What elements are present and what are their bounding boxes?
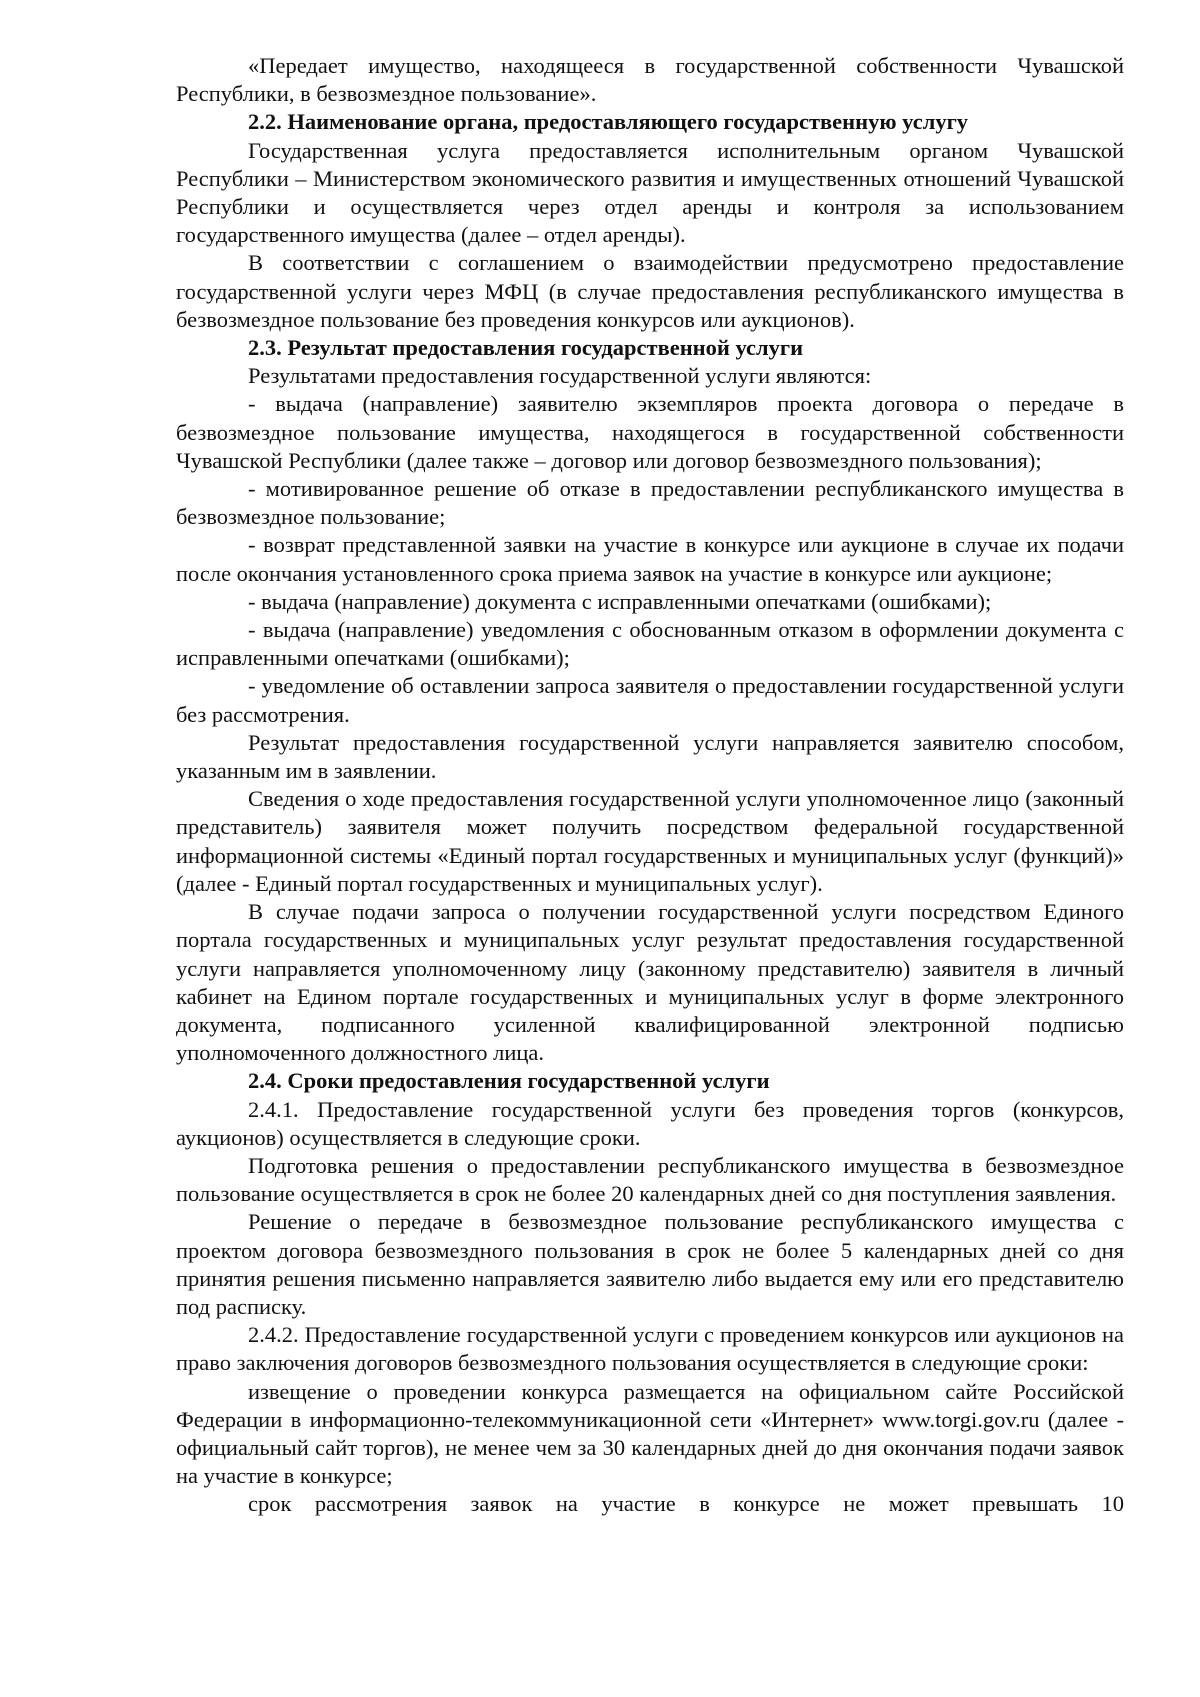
section-2-4-1-paragraph-2: Подготовка решения о предоставлении республиканского имущества в безвозмездное пользование осуществляется в срок не более 20 календарных дней со дня поступления заявления. (176, 1152, 1124, 1207)
section-2-3-heading: 2.3. Результат предоставления государственной услуги (248, 335, 804, 361)
result-item-2: - мотивированное решение об отказе в предоставлении республиканского имущества в безвозмездное пользование; (176, 476, 1124, 530)
result-item-6: - уведомление об оставлении запроса заявителя о предоставлении государственной услуги без рассмотрения. (176, 673, 1124, 727)
result-item-3: - возврат представленной заявки на участие в конкурсе или аукционе в случае их подачи после окончания установленного срока приема заявок на участие в конкурсе или аукционе; (176, 532, 1124, 586)
intro-quote-paragraph: «Передает имущество, находящееся в государственной собственности Чувашской Республики, в безвозмездное пользование». (176, 53, 1124, 107)
section-2-2-paragraph-2: В соответствии с соглашением о взаимодействии предусмотрено предоставление государственной услуги через МФЦ (в случае предоставления республиканского имущества в безвозмездное пользование без проведения конкурсов или аукционов). (176, 250, 1124, 332)
section-2-3-paragraph-2: Результат предоставления государственной услуги направляется заявителю способом, указанным им в заявлении. (176, 729, 1124, 784)
section-2-2-paragraph-1: Государственная услуга предоставляется исполнительным органом Чувашской Республики – Министерством экономического развития и имущественных отношений Чувашской Республики и осуществляется через отдел аренды и контроля за использованием государственного имущества (далее – отдел аренды). (176, 137, 1124, 248)
section-2-4-2-paragraph-3: срок рассмотрения заявок на участие в конкурсе не может превышать 10 (248, 1491, 1124, 1517)
section-2-3-paragraph-1: Результатами предоставления государственной услуги являются: (248, 363, 872, 389)
section-2-4-2-paragraph-2: извещение о проведении конкурса размещается на официальном сайте Российской Федерации в информационно-телекоммуникационной сети «Интернет» www.torgi.gov.ru (далее - официальный сайт торгов), не менее чем за 30 календарных дней до дня окончания подачи заявок на участие в конкурсе; (176, 1378, 1124, 1489)
result-item-4: - выдача (направление) документа с исправленными опечатками (ошибками); (248, 588, 992, 614)
section-2-4-1-paragraph-3: Решение о передаче в безвозмездное пользование республиканского имущества с проектом договора безвозмездного пользования в срок не более 5 календарных дней со дня принятия решения письменно направляется заявителю либо выдается ему или его представителю под расписку. (176, 1209, 1124, 1319)
result-item-5: - выдача (направление) уведомления с обоснованным отказом в оформлении документа с исправленными опечатками (ошибками); (176, 617, 1124, 671)
section-2-3-paragraph-4: В случае подачи запроса о получении государственной услуги посредством Единого портала государственных и муниципальных услуг результат предоставления государственной услуги направляется уполномоченному лицу (законному представителю) заявителя в личный кабинет на Едином портале государственных и муниципальных услуг в форме электронного документа, подписанного усиленной квалифицированной электронной подписью уполномоченного должностного лица. (176, 899, 1124, 1066)
result-item-1: - выдача (направление) заявителю экземпляров проекта договора о передаче в безвозмездное пользование имущества, находящегося в государственной собственности Чувашской Республики (далее также – договор или договор безвозмездного пользования); (176, 391, 1124, 473)
section-2-4-1-paragraph: 2.4.1. Предоставление государственной услуги без проведения торгов (конкурсов, аукционов) осуществляется в следующие сроки. (176, 1096, 1124, 1150)
section-2-3-paragraph-3: Сведения о ходе предоставления государственной услуги уполномоченное лицо (законный представитель) заявителя может получить посредством федеральной государственной информационной системы «Единый портал государственных и муниципальных услуг (функций)» (далее - Единый портал государственных и муниципальных услуг). (176, 786, 1124, 896)
document-page (176, 52, 1124, 1519)
section-2-4-heading: 2.4. Сроки предоставления государственной услуги (248, 1068, 770, 1094)
section-2-4-2-paragraph: 2.4.2. Предоставление государственной услуги с проведением конкурсов или аукционов на право заключения договоров безвозмездного пользования осуществляется в следующие сроки: (176, 1322, 1124, 1376)
section-2-2-heading: 2.2. Наименование органа, предоставляющего государственную услугу (248, 109, 969, 135)
